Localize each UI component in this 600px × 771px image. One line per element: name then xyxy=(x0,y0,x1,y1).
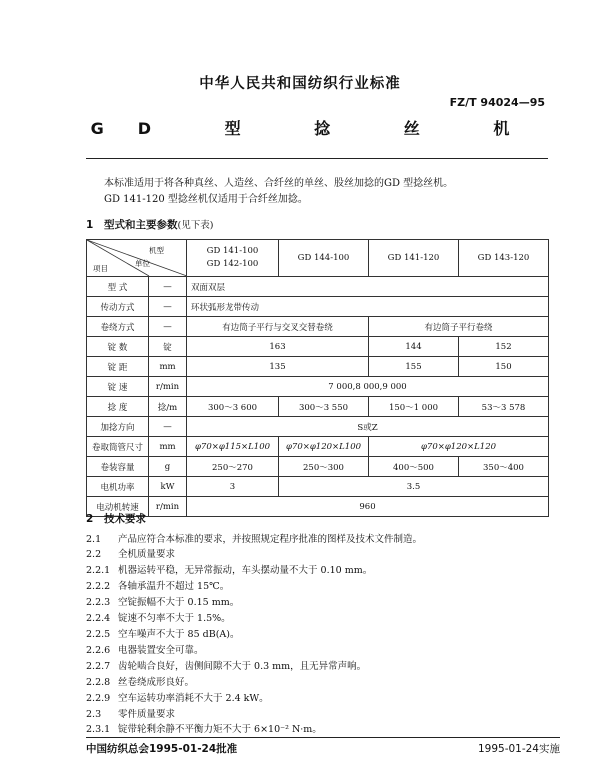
table-row xyxy=(87,397,549,417)
table-row xyxy=(87,317,549,337)
row-value: 3.5 xyxy=(279,477,549,497)
row-unit: — xyxy=(149,297,187,317)
model-header-gd141-120: GD 141-120 xyxy=(369,240,459,277)
table-row xyxy=(87,477,549,497)
row-item: 捻 度 xyxy=(87,397,149,417)
row-value: 400～500 xyxy=(369,457,459,477)
row-value: 250～300 xyxy=(279,457,369,477)
section-1-heading: 1 型式和主要参数(见下表) xyxy=(86,219,214,231)
row-value: φ70×φ115×L100 xyxy=(187,437,279,457)
row-item: 电机功率 xyxy=(87,477,149,497)
table-row xyxy=(87,437,549,457)
row-value: 3 xyxy=(187,477,279,497)
corner-label-item: 项目 xyxy=(93,264,108,273)
row-value: 有边筒子平行与交叉交替卷绕 xyxy=(187,317,369,337)
row-item: 型 式 xyxy=(87,277,149,297)
requirement-item: 2.2.6 电器装置安全可靠。 xyxy=(86,645,204,656)
row-value: 环状弧形龙带传动 xyxy=(187,297,549,317)
model-header-gd144-100: GD 144-100 xyxy=(279,240,369,277)
row-item: 卷装容量 xyxy=(87,457,149,477)
intro-paragraph-2: GD 141-120 型捻丝机仅适用于合纤丝加捻。 xyxy=(104,194,308,205)
row-value: 155 xyxy=(369,357,459,377)
row-value: 双面双层 xyxy=(187,277,549,297)
table-row xyxy=(87,457,549,477)
row-value: 144 xyxy=(369,337,459,357)
requirement-item: 2.2.1 机器运转平稳，无异常振动，车头摆动量不大于 0.10 mm。 xyxy=(86,565,373,576)
row-unit: r/min xyxy=(149,497,187,517)
row-value: 有边筒子平行卷绕 xyxy=(369,317,549,337)
table-row xyxy=(87,377,549,397)
table-row xyxy=(87,337,549,357)
requirement-item: 2.3.1 锭带轮剩余静不平衡力矩不大于 6×10⁻² N·m。 xyxy=(86,724,322,735)
section-2-heading: 2 技术要求 xyxy=(86,513,146,525)
corner-label-unit: 单位 xyxy=(135,259,150,268)
footer-divider xyxy=(86,737,560,738)
parameter-table xyxy=(86,239,549,517)
requirement-item: 2.3 零件质量要求 xyxy=(86,709,176,720)
row-item: 锭 速 xyxy=(87,377,149,397)
row-item: 卷取筒管尺寸 xyxy=(87,437,149,457)
row-item: 传动方式 xyxy=(87,297,149,317)
row-unit: 锭 xyxy=(149,337,187,357)
row-value: S或Z xyxy=(187,417,549,437)
requirement-item: 2.2.3 空锭振幅不大于 0.15 mm。 xyxy=(86,597,240,608)
row-item: 锭 距 xyxy=(87,357,149,377)
row-value: 7 000,8 000,9 000 xyxy=(187,377,549,397)
row-item: 电动机转速 xyxy=(87,497,149,517)
row-value: 152 xyxy=(459,337,549,357)
table-row xyxy=(87,277,549,297)
row-value: 135 xyxy=(187,357,369,377)
requirement-item: 2.2.7 齿轮啮合良好，齿侧间隙不大于 0.3 mm，且无异常声响。 xyxy=(86,661,367,672)
standard-number: FZ/T 94024—95 xyxy=(449,96,545,109)
row-value: 960 xyxy=(187,497,549,517)
row-unit: mm xyxy=(149,357,187,377)
row-value: 300～3 550 xyxy=(279,397,369,417)
approval-statement: 中国纺织总会1995-01-24批准 xyxy=(86,743,238,755)
row-value: 150 xyxy=(459,357,549,377)
row-unit: — xyxy=(149,277,187,297)
implementation-date: 1995-01-24实施 xyxy=(477,743,560,755)
requirement-item: 2.2.2 各轴承温升不超过 15℃。 xyxy=(86,581,230,592)
row-value: 150～1 000 xyxy=(369,397,459,417)
requirement-item: 2.2.5 空车噪声不大于 85 dB(A)。 xyxy=(86,629,240,640)
intro-paragraph-1: 本标准适用于将各种真丝、人造丝、合纤丝的单丝、股丝加捻的GD 型捻丝机。 xyxy=(104,178,454,189)
row-item: 锭 数 xyxy=(87,337,149,357)
row-value: φ70×φ120×L120 xyxy=(369,437,549,457)
requirement-item: 2.2.9 空车运转功率消耗不大于 2.4 kW。 xyxy=(86,693,269,704)
model-header-gd143-120: GD 143-120 xyxy=(459,240,549,277)
requirement-item: 2.2.4 锭速不匀率不大于 1.5%。 xyxy=(86,613,231,624)
row-value: 300～3 600 xyxy=(187,397,279,417)
row-value: 163 xyxy=(187,337,369,357)
row-unit: — xyxy=(149,417,187,437)
row-unit: r/min xyxy=(149,377,187,397)
corner-header-cell xyxy=(87,240,187,277)
document-title: GD 型 捻 丝 机 xyxy=(90,119,544,138)
requirement-item: 2.2.8 丝卷绕成形良好。 xyxy=(86,677,195,688)
row-value: φ70×φ120×L100 xyxy=(279,437,369,457)
row-unit: — xyxy=(149,317,187,337)
requirement-item: 2.2 全机质量要求 xyxy=(86,549,176,560)
corner-label-model: 机型 xyxy=(149,246,164,255)
table-header-row xyxy=(87,240,549,277)
table-row xyxy=(87,357,549,377)
table-row xyxy=(87,417,549,437)
org-standard-title: 中华人民共和国纺织行业标准 xyxy=(199,76,401,92)
row-value: 350～400 xyxy=(459,457,549,477)
row-unit: 捻/m xyxy=(149,397,187,417)
row-item: 卷绕方式 xyxy=(87,317,149,337)
row-unit: g xyxy=(149,457,187,477)
model-header-gd141-142: GD 141-100 GD 142-100 xyxy=(187,240,279,277)
row-unit: mm xyxy=(149,437,187,457)
title-divider xyxy=(86,158,548,159)
requirement-item: 2.1 产品应符合本标准的要求，并按照规定程序批准的图样及技术文件制造。 xyxy=(86,534,423,545)
row-value: 53～3 578 xyxy=(459,397,549,417)
row-unit: kW xyxy=(149,477,187,497)
table-row xyxy=(87,497,549,517)
row-value: 250～270 xyxy=(187,457,279,477)
table-row xyxy=(87,297,549,317)
row-item: 加捻方向 xyxy=(87,417,149,437)
